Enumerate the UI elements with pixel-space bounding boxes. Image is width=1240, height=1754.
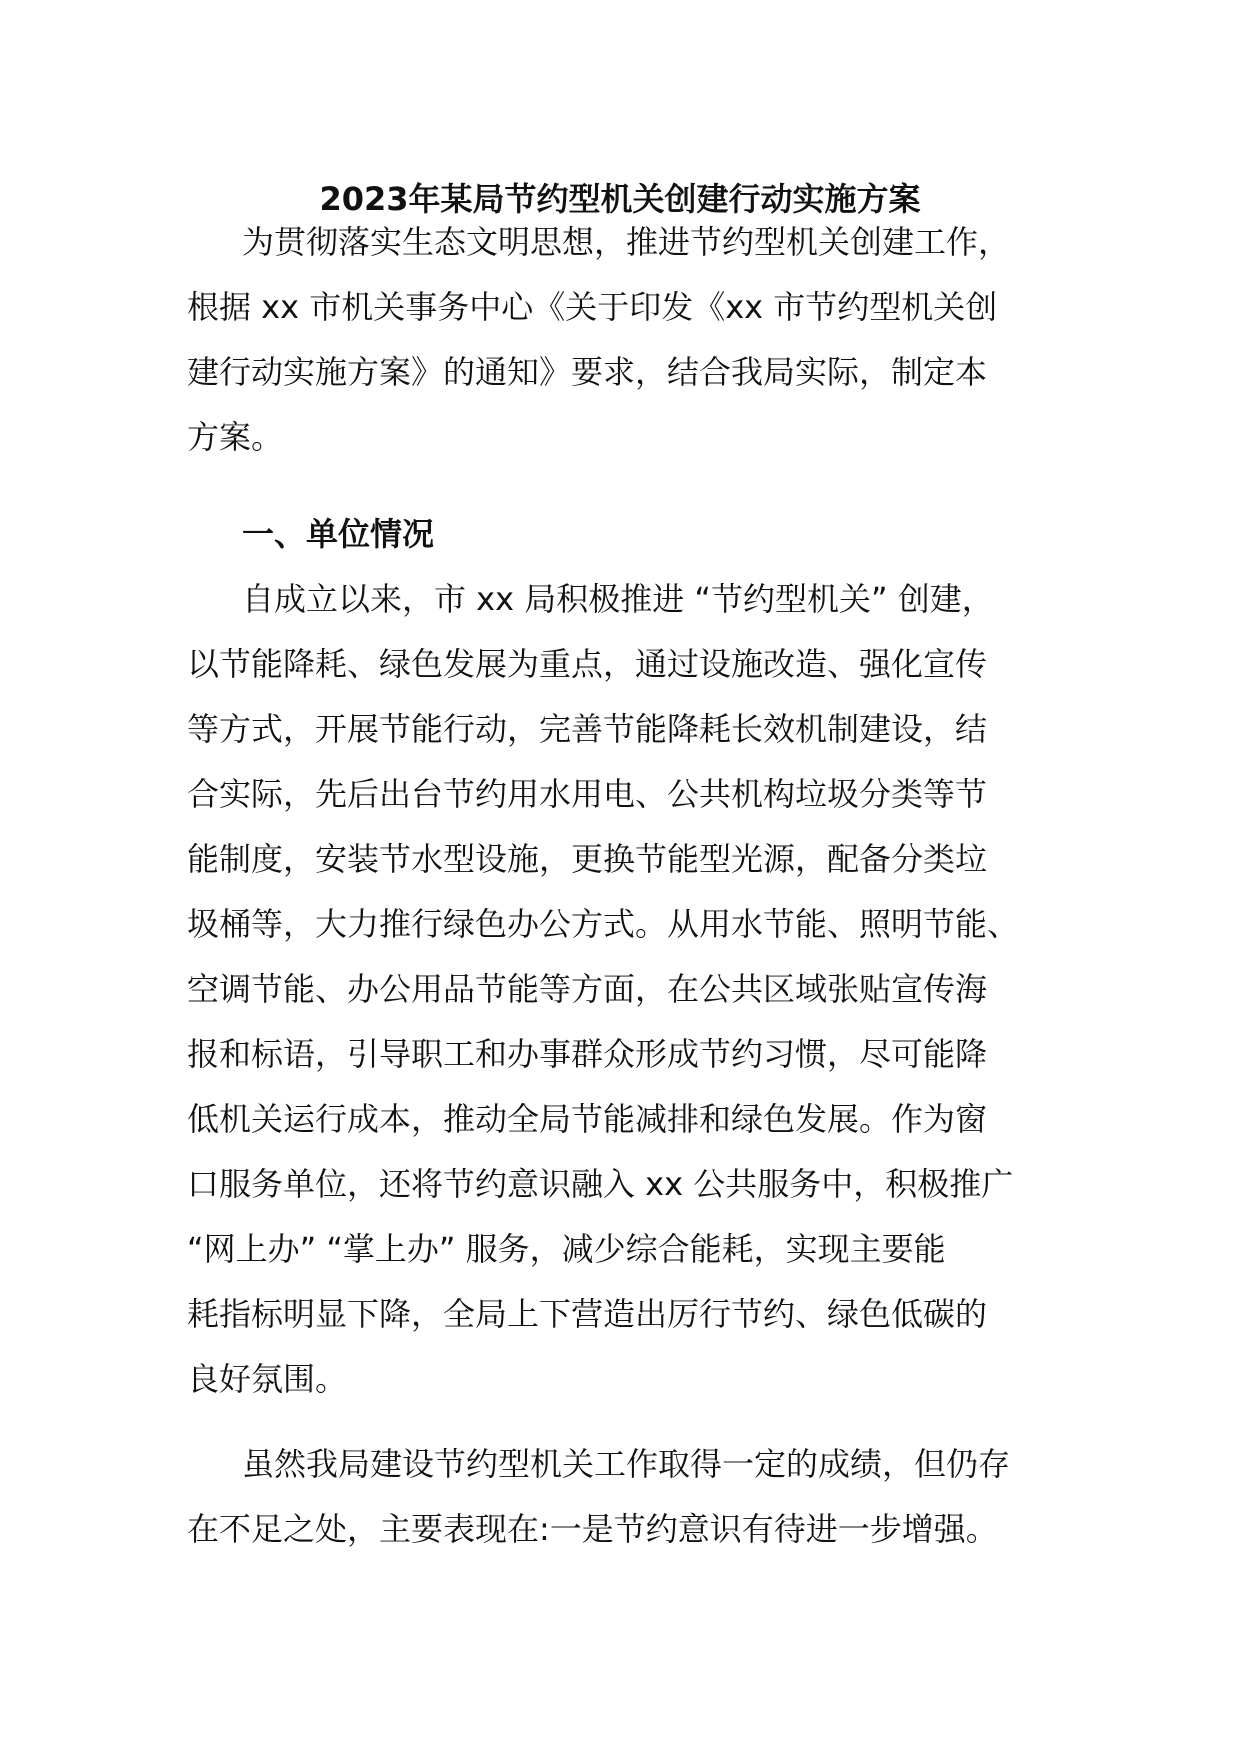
section-heading-block (187, 502, 1057, 567)
text-line: 虽然我局建设节约型机关工作取得一定的成绩，但仍存 (242, 1445, 1011, 1483)
text-line: 为贯彻落实生态文明思想，推进节约型机关创建工作， (242, 223, 1011, 261)
paragraph-unit-situation (187, 567, 1057, 1412)
text-line: 低机关运行成本，推动全局节能减排和绿色发展。作为窗 (187, 1100, 988, 1138)
text-line: 方案。 (187, 418, 284, 456)
text-line: 在不足之处，主要表现在:一是节约意识有待进一步增强。 (187, 1510, 998, 1548)
document-title: 2023年某局节约型机关创建行动实施方案 (319, 180, 921, 218)
text-line: 能制度，安装节水型设施，更换节能型光源，配备分类垃 (187, 840, 988, 878)
section-heading: 一、单位情况 (242, 515, 435, 553)
text-line: 耗指标明显下降，全局上下营造出厉行节约、绿色低碳的 (187, 1295, 988, 1333)
text-line: “网上办” “掌上办” 服务，减少综合能耗，实现主要能 (187, 1230, 946, 1268)
text-line: 报和标语，引导职工和办事群众形成节约习惯，尽可能降 (187, 1035, 988, 1073)
text-line: 圾桶等，大力推行绿色办公方式。从用水节能、照明节能、 (187, 905, 1020, 943)
text-line: 自成立以来，市 xx 局积极推进 “节约型机关” 创建， (242, 580, 994, 618)
text-line: 根据 xx 市机关事务中心《关于印发《xx 市节约型机关创 (187, 288, 998, 326)
paragraph-intro (187, 210, 1057, 470)
text-line: 建行动实施方案》的通知》要求，结合我局实际，制定本 (187, 353, 988, 391)
text-line: 合实际，先后出台节约用水用电、公共机构垃圾分类等节 (187, 775, 988, 813)
paragraph-shortcomings (187, 1432, 1057, 1562)
text-line: 以节能降耗、绿色发展为重点，通过设施改造、强化宣传 (187, 645, 988, 683)
text-line: 良好氛围。 (187, 1360, 348, 1398)
text-line: 等方式，开展节能行动，完善节能降耗长效机制建设，结 (187, 710, 988, 748)
text-line: 口服务单位，还将节约意识融入 xx 公共服务中，积极推广 (187, 1165, 1014, 1203)
text-line: 空调节能、办公用品节能等方面，在公共区域张贴宣传海 (187, 970, 988, 1008)
